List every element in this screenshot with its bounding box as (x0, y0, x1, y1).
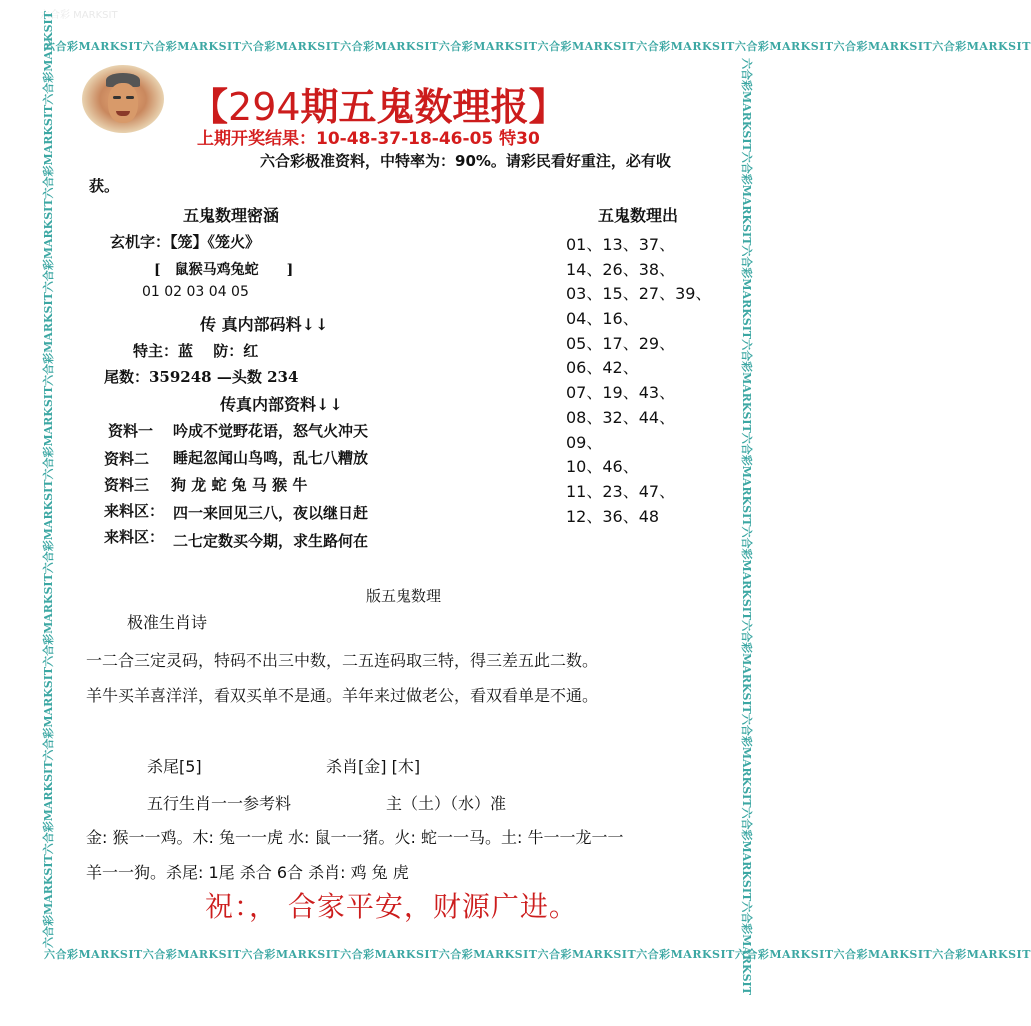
info-text-4: 四一来回见三八，夜以继日赶 (173, 504, 369, 522)
poem-line-1: 一二合三定灵码，特码不出三中数，二五连码取三特，得三差五此二数。 (86, 651, 599, 670)
blessing-text: 祝：， 合家平安，财源广进。 (205, 890, 578, 923)
fax-code-heading: 传 真内部码料↓↓ (200, 315, 329, 334)
left-numbers: 01 02 03 04 05 (142, 284, 249, 300)
kill-tail: 杀尾[5] (147, 757, 202, 776)
elements-line-2: 羊一一狗。杀尾: 1尾 杀合 6合 杀肖: 鸡 兔 虎 (86, 863, 409, 882)
info-label-2: 资料二 (104, 450, 150, 468)
avatar-eye-right (126, 96, 134, 99)
title-text: 期五鬼数理报 (300, 84, 529, 129)
number-list (566, 233, 711, 529)
number-row: 05、17、29、 (566, 333, 676, 353)
avatar-eye-left (113, 96, 121, 99)
wuxing-value: 主（土）（水）准 (386, 794, 507, 813)
border-bottom-watermark: 六合彩MARKSIT六合彩MARKSIT六合彩MARKSIT六合彩MARKSIT六合彩MARKSIT六合彩MARKSIT六合彩MARKSIT六合彩MARKSIT六合彩MARKSIT六合彩MARKSIT (44, 948, 1031, 961)
intro-line-2: 获。 (89, 177, 120, 195)
info-label-4: 来料区： (104, 502, 165, 520)
elements-line-1: 金: 猴一一鸡。木: 兔一一虎 水: 鼠一一猪。火: 蛇一一马。土: 牛一一龙一一 (86, 828, 624, 847)
number-row: 07、19、43、 (566, 383, 676, 403)
info-text-3: 狗 龙 蛇 兔 马 猴 牛 (171, 476, 308, 494)
border-right-text: 六合彩MARKSIT六合彩MARKSIT六合彩MARKSIT六合彩MARKSIT六合彩MARKSIT六合彩MARKSIT六合彩MARKSIT六合彩MARKSIT六合彩MARKSIT六合彩MARKSIT (740, 58, 753, 995)
info-label-3: 资料三 (104, 476, 150, 494)
previous-result: 上期开奖结果：10-48-37-18-46-05 特30 (197, 129, 540, 149)
wuxing-label: 五行生肖一一参考料 (147, 794, 292, 813)
number-row: 04、16、 (566, 309, 639, 329)
issue-number: 294 (228, 85, 301, 129)
left-heading: 五鬼数理密涵 (183, 206, 280, 225)
mystery-word: 玄机字：【笼】《笼火》 (110, 233, 261, 251)
tail-numbers: 尾数：359248 —头数 234 (104, 368, 299, 386)
info-text-5: 二七定数买今期，求生路何在 (173, 532, 369, 550)
border-right-watermark (737, 58, 759, 995)
number-row: 14、26、38、 (566, 259, 676, 279)
portrait-avatar (82, 65, 164, 133)
number-row: 12、36、48 (566, 506, 660, 526)
number-row: 03、15、27、39、 (566, 284, 712, 304)
info-text-1: 吟成不觉野花语，怒气火冲天 (173, 422, 369, 440)
border-left-watermark (40, 11, 62, 948)
kill-zodiac: 杀肖[金] [木] (326, 757, 421, 776)
border-top-watermark: 六合彩MARKSIT六合彩MARKSIT六合彩MARKSIT六合彩MARKSIT六合彩MARKSIT六合彩MARKSIT六合彩MARKSIT六合彩MARKSIT六合彩MARKSIT六合彩MARKSIT (44, 40, 1031, 53)
poem-line-2: 羊牛买羊喜洋洋，看双买单不是通。羊年来过做老公，看双看单是不通。 (86, 686, 599, 705)
border-left-text: 六合彩MARKSIT六合彩MARKSIT六合彩MARKSIT六合彩MARKSIT六合彩MARKSIT六合彩MARKSIT六合彩MARKSIT六合彩MARKSIT六合彩MARKSIT六合彩MARKSIT (42, 11, 55, 948)
right-heading: 五鬼数理出 (598, 206, 679, 225)
lower-heading: 版五鬼数理 (366, 587, 442, 605)
number-row: 11、23、47、 (566, 481, 676, 501)
number-row: 06、42、 (566, 358, 639, 378)
number-row: 08、32、44、 (566, 407, 676, 427)
zodiac-bracket: [ 鼠猴马鸡兔蛇 ] (154, 262, 294, 278)
number-row: 01、13、37、 (566, 235, 676, 254)
number-row: 10、46、 (566, 457, 639, 477)
intro-line-1: 六合彩极准资料，中特率为：90%。请彩民看好重注，必有收 (260, 152, 671, 170)
top-watermark: 六合彩 MARKSIT (40, 10, 118, 21)
info-label-5: 来料区： (104, 528, 165, 546)
poem-title: 极准生肖诗 (127, 613, 208, 632)
info-text-2: 睡起忽闻山鸟鸣，乱七八糟放 (173, 449, 369, 467)
page-title (190, 76, 567, 131)
avatar-face (108, 83, 138, 123)
info-label-1: 资料一 (108, 422, 154, 440)
special-colors: 特主：蓝 防：红 (133, 342, 259, 360)
title-bracket-close: 】 (528, 84, 567, 129)
fax-info-heading: 传真内部资料↓↓ (220, 395, 343, 414)
number-row: 09、 (566, 432, 603, 452)
title-bracket-open: 【 (190, 84, 229, 129)
